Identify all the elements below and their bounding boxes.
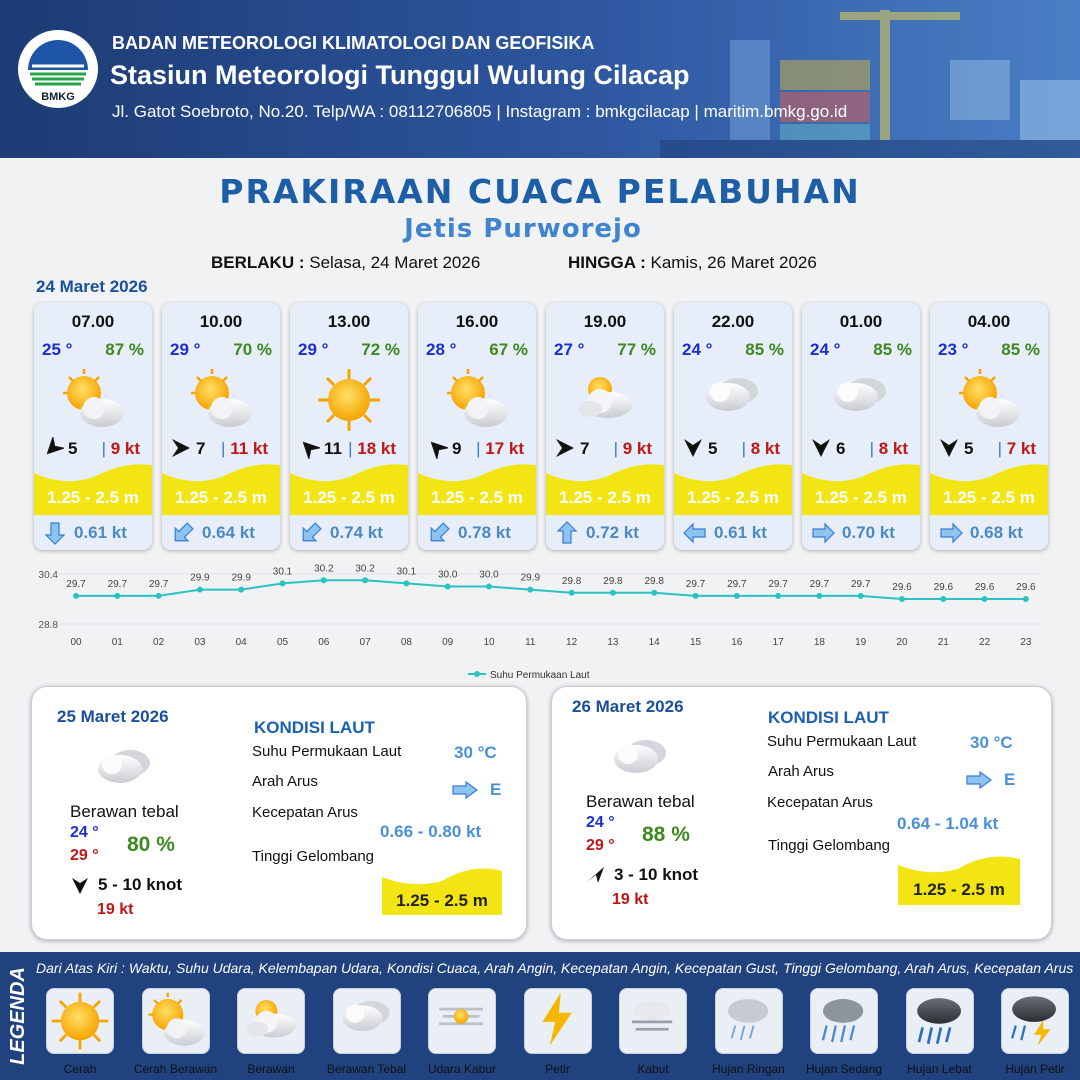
wind-gust: | 11 kt — [221, 439, 268, 458]
forecast-card — [930, 303, 1048, 550]
current-speed: 0.61 kt — [714, 523, 767, 542]
chart-point — [238, 587, 244, 593]
forecast-time: 16.00 — [455, 312, 499, 331]
wind-direction-icon — [810, 437, 832, 459]
day1-date: 24 Maret 2026 — [36, 277, 148, 296]
panel-temp-max: 29 ° — [70, 847, 99, 864]
legend-label: Berawan — [247, 1062, 295, 1076]
legend-label: Hujan Lebat — [907, 1062, 972, 1076]
current-speed-label: Kecepatan Arus — [252, 804, 358, 821]
forecast-wind — [168, 437, 274, 463]
chart-x-tick: 18 — [813, 637, 825, 648]
current-east-arrow-icon — [966, 771, 992, 789]
wave-height: 1.25 - 2.5 m — [303, 488, 395, 507]
chart-x-tick: 09 — [442, 637, 454, 648]
wave-height: 1.25 - 2.5 m — [175, 488, 267, 507]
legend-item — [237, 988, 305, 1054]
forecast-temperature: 27 ° — [554, 340, 585, 359]
chart-point — [899, 596, 905, 602]
chart-data-label: 29.7 — [727, 578, 747, 590]
chart-point — [362, 577, 368, 583]
current-speed: 0.68 kt — [970, 523, 1023, 542]
udara-kabur-icon — [429, 989, 495, 1053]
current-direction-icon — [170, 520, 196, 546]
chart-data-label: 29.8 — [603, 575, 623, 587]
panel-humidity: 88 % — [642, 823, 690, 846]
cerah-berawan-icon — [58, 365, 128, 435]
chart-point — [734, 593, 740, 599]
wave-height: 1.25 - 2.5 m — [943, 488, 1035, 507]
forecast-card — [34, 303, 152, 550]
forecast-card — [290, 303, 408, 550]
chart-data-label: 29.9 — [231, 572, 251, 584]
wind-speed: 7 — [196, 439, 206, 458]
chart-x-tick: 06 — [318, 637, 330, 648]
legend-label: Hujan Sedang — [805, 1062, 883, 1076]
wind-direction-icon — [938, 437, 960, 459]
wave-height: 1.25 - 2.5 m — [559, 488, 651, 507]
chart-x-tick: 00 — [70, 637, 82, 648]
forecast-time: 04.00 — [967, 312, 1011, 331]
current-speed: 0.78 kt — [458, 523, 511, 542]
chart-x-tick: 03 — [194, 637, 206, 648]
wind-direction-icon — [42, 437, 64, 459]
forecast-current — [674, 517, 792, 547]
wave-value: 1.25 - 2.5 m — [913, 880, 1005, 899]
forecast-wind — [296, 437, 402, 463]
wind-gust: | 8 kt — [741, 439, 780, 458]
chart-x-tick: 12 — [566, 637, 578, 648]
chart-x-tick: 17 — [772, 637, 784, 648]
chart-x-tick: 07 — [359, 637, 371, 648]
panel-date: 25 Maret 2026 — [57, 707, 169, 726]
chart-x-tick: 01 — [111, 637, 123, 648]
forecast-wind — [424, 437, 530, 463]
panel-temp-min: 24 ° — [586, 814, 615, 831]
chart-x-tick: 14 — [648, 637, 660, 648]
forecast-temperature: 25 ° — [42, 340, 73, 359]
wind-gust: | 9 kt — [613, 439, 652, 458]
current-direction-icon — [426, 520, 452, 546]
chart-data-label: 29.7 — [107, 578, 128, 590]
legend-item — [619, 988, 687, 1054]
current-direction-icon — [554, 520, 580, 546]
chart-data-label: 30.1 — [396, 566, 417, 578]
berawan-tebal-icon — [90, 737, 156, 785]
chart-point — [569, 590, 575, 596]
station-name: Stasiun Meteorologi Tunggul Wulung Cilacap — [110, 60, 690, 90]
forecast-card — [418, 303, 536, 550]
sea-condition-title: KONDISI LAUT — [768, 708, 889, 727]
forecast-current — [802, 517, 920, 547]
panel-gust: 19 kt — [97, 901, 134, 918]
forecast-humidity: 72 % — [361, 340, 400, 359]
chart-point — [486, 584, 492, 590]
panel-date: 26 Maret 2026 — [572, 697, 684, 716]
chart-x-tick: 22 — [979, 637, 991, 648]
header-banner — [0, 0, 1080, 158]
hujan-petir-icon — [1002, 989, 1068, 1053]
forecast-temperature: 24 ° — [810, 340, 841, 359]
current-speed-label: Kecepatan Arus — [767, 794, 873, 811]
wind-direction-icon — [554, 437, 576, 459]
chart-data-label: 29.6 — [974, 582, 995, 593]
cerah-berawan-icon — [143, 989, 209, 1053]
chart-data-label: 29.9 — [520, 572, 541, 584]
current-east-arrow-icon — [452, 781, 478, 799]
panel-wind: 5 - 10 knot — [98, 875, 183, 894]
forecast-time: 01.00 — [839, 312, 883, 331]
legend-item — [333, 988, 401, 1054]
location-subtitle: Jetis Purworejo — [404, 214, 642, 244]
chart-data-label: 29.6 — [1016, 582, 1036, 593]
chart-x-tick: 19 — [855, 637, 867, 648]
chart-data-label: 29.9 — [190, 572, 210, 584]
forecast-wind — [808, 437, 914, 463]
legend-item — [715, 988, 783, 1054]
chart-point — [982, 596, 988, 602]
forecast-humidity: 85 % — [873, 340, 912, 359]
chart-point — [651, 590, 657, 596]
panel-temp-min: 24 ° — [70, 824, 99, 841]
chart-data-label: 30.0 — [437, 569, 458, 581]
wave-height: 1.25 - 2.5 m — [47, 488, 139, 507]
forecast-temperature: 28 ° — [426, 340, 457, 359]
forecast-panel-day2 — [31, 686, 527, 940]
sst-value: 30 °C — [454, 743, 497, 762]
forecast-time: 22.00 — [711, 312, 755, 331]
chart-x-tick: 23 — [1020, 637, 1032, 648]
panel-condition: Berawan tebal — [586, 792, 695, 811]
chart-x-tick: 20 — [896, 637, 908, 648]
wind-speed: 7 — [580, 439, 590, 458]
current-speed: 0.74 kt — [330, 523, 383, 542]
wind-direction-icon — [170, 437, 192, 459]
port-illustration-icon — [660, 0, 1080, 158]
chart-data-label: 29.8 — [561, 575, 582, 587]
forecast-card — [674, 303, 792, 550]
chart-point — [1023, 596, 1029, 602]
hujan-sedang-icon — [811, 989, 877, 1053]
chart-data-label: 29.7 — [850, 578, 871, 590]
sst-value: 30 °C — [970, 733, 1013, 752]
forecast-current — [418, 517, 536, 547]
chart-x-tick: 21 — [937, 637, 949, 648]
forecast-humidity: 70 % — [233, 340, 272, 359]
chart-data-label: 29.8 — [644, 575, 664, 587]
legend-item — [524, 988, 592, 1054]
chart-data-label: 29.7 — [66, 578, 86, 590]
sst-label: Suhu Permukaan Laut — [767, 733, 917, 750]
wind-speed: 6 — [836, 439, 846, 458]
cerah-berawan-icon — [442, 365, 512, 435]
forecast-temperature: 29 ° — [170, 340, 201, 359]
wind-gust: | 8 kt — [869, 439, 908, 458]
berawan-icon — [570, 365, 640, 435]
chart-point — [858, 593, 864, 599]
legend-label: Petir — [545, 1062, 570, 1076]
chart-data-label: 29.7 — [768, 578, 788, 590]
petir-icon — [525, 989, 591, 1053]
chart-point — [445, 584, 451, 590]
wind-speed: 5 — [964, 439, 974, 458]
panel-gust: 19 kt — [612, 891, 649, 908]
wind-gust: | 9 kt — [101, 439, 140, 458]
berawan-tebal-icon — [698, 365, 768, 435]
chart-x-tick: 15 — [689, 637, 702, 648]
chart-point — [816, 593, 822, 599]
current-speed: 0.70 kt — [842, 523, 895, 542]
chart-legend-label: Suhu Permukaan Laut — [490, 670, 590, 681]
forecast-temperature: 29 ° — [298, 340, 329, 359]
sea-temperature-chart — [30, 562, 1060, 687]
sea-condition-title: KONDISI LAUT — [254, 718, 375, 737]
legend-label: Cerah — [63, 1062, 97, 1076]
chart-y-tick: 28.8 — [38, 620, 58, 631]
chart-data-label: 29.7 — [809, 578, 830, 590]
sst-label: Suhu Permukaan Laut — [252, 743, 402, 760]
forecast-wind — [552, 437, 658, 463]
kabut-icon — [620, 989, 686, 1053]
wave-height: 1.25 - 2.5 m — [815, 488, 907, 507]
forecast-card — [162, 303, 280, 550]
forecast-humidity: 87 % — [105, 340, 144, 359]
legend-label: Hujan Ringan — [712, 1062, 785, 1076]
chart-point — [693, 593, 699, 599]
legend-item — [810, 988, 878, 1054]
current-dir-value: E — [490, 780, 502, 799]
wind-direction-icon — [682, 437, 704, 459]
wind-gust: | 18 kt — [348, 439, 396, 458]
forecast-current — [162, 517, 280, 547]
forecast-current — [34, 517, 152, 547]
chart-x-tick: 08 — [400, 637, 412, 648]
legend-title — [0, 952, 34, 1080]
panel-humidity: 80 % — [127, 833, 175, 856]
wind-direction-icon — [70, 875, 90, 895]
chart-x-tick: 10 — [483, 637, 495, 648]
wave-label: Tinggi Gelombang — [252, 848, 375, 865]
page-title: PRAKIRAAN CUACA PELABUHAN — [219, 172, 861, 211]
current-speed-value: 0.64 - 1.04 kt — [897, 814, 999, 833]
chart-x-tick: 16 — [731, 637, 743, 648]
current-speed: 0.72 kt — [586, 523, 639, 542]
forecast-current — [546, 517, 664, 547]
bmkg-logo — [18, 30, 98, 108]
forecast-humidity: 85 % — [1001, 340, 1040, 359]
chart-data-label: 30.0 — [479, 569, 499, 581]
svg-text:LEGENDA: LEGENDA — [7, 967, 29, 1065]
panel-condition: Berawan tebal — [70, 802, 179, 821]
forecast-temperature: 23 ° — [938, 340, 969, 359]
wind-gust: | 17 kt — [476, 439, 524, 458]
wind-direction-icon — [426, 437, 448, 459]
legend-caption: Dari Atas Kiri : Waktu, Suhu Udara, Kelembapan Udara, Kondisi Cuaca, Arah Angin, Kecepatan Angin, Kecepatan Gust, Tinggi Gelombang, Arah Arus, Kecepatan Arus — [36, 960, 1074, 976]
chart-point — [403, 580, 409, 586]
current-direction-icon — [298, 520, 324, 546]
chart-x-tick: 02 — [153, 637, 165, 648]
legend-item — [428, 988, 496, 1054]
hujan-ringan-icon — [716, 989, 782, 1053]
forecast-panel-day3 — [551, 686, 1052, 940]
legend-label: Udara Kabur — [427, 1062, 497, 1076]
forecast-humidity: 67 % — [489, 340, 528, 359]
svg-text:BMKG: BMKG — [41, 91, 75, 103]
organization-name: BADAN METEOROLOGI KLIMATOLOGI DAN GEOFISIKA — [112, 33, 595, 53]
legend-item — [46, 988, 114, 1054]
legend-label: Berawan Tebal — [326, 1062, 407, 1076]
current-direction-icon — [810, 520, 836, 546]
panel-temp-max: 29 ° — [586, 837, 615, 854]
chart-data-label: 29.6 — [933, 582, 954, 593]
wind-speed: 11 — [324, 439, 342, 458]
wind-direction-icon — [298, 437, 320, 459]
panel-wind: 3 - 10 knot — [614, 865, 699, 884]
forecast-time: 10.00 — [199, 312, 243, 331]
chart-point — [280, 580, 286, 586]
cerah-icon — [314, 365, 384, 435]
berawan-tebal-icon — [826, 365, 896, 435]
chart-x-tick: 13 — [607, 637, 619, 648]
chart-x-tick: 11 — [525, 637, 536, 648]
chart-point — [610, 590, 616, 596]
chart-legend-marker — [474, 671, 480, 677]
forecast-card — [546, 303, 664, 550]
valid-until: HINGGA : Kamis, 26 Maret 2026 — [568, 253, 817, 272]
wind-gust: | 7 kt — [997, 439, 1036, 458]
chart-point — [197, 587, 203, 593]
current-dir-label: Arah Arus — [252, 773, 318, 790]
forecast-time: 13.00 — [327, 312, 371, 331]
chart-point — [527, 587, 533, 593]
wind-speed: 5 — [68, 439, 78, 458]
legend-item — [906, 988, 974, 1054]
chart-point — [73, 593, 79, 599]
chart-series-line — [76, 580, 1026, 599]
chart-data-label: 30.1 — [272, 566, 293, 578]
legend-item — [1001, 988, 1069, 1054]
forecast-wind — [40, 437, 146, 463]
forecast-current — [930, 517, 1048, 547]
current-direction-icon — [938, 520, 964, 546]
chart-data-label: 30.2 — [355, 563, 375, 575]
forecast-card — [802, 303, 920, 550]
legend-item — [142, 988, 210, 1054]
current-direction-icon — [682, 520, 708, 546]
current-speed-value: 0.66 - 0.80 kt — [380, 822, 482, 841]
wave-value: 1.25 - 2.5 m — [396, 891, 488, 910]
berawan-tebal-icon — [606, 727, 672, 775]
legend-label: Cerah Berawan — [133, 1062, 218, 1076]
forecast-wind — [680, 437, 786, 463]
forecast-temperature: 24 ° — [682, 340, 713, 359]
chart-point — [321, 577, 327, 583]
chart-data-label: 30.2 — [314, 563, 334, 575]
current-direction-icon — [42, 520, 68, 546]
legend-label: Kabut — [637, 1062, 669, 1076]
chart-point — [114, 593, 120, 599]
chart-y-tick: 30.4 — [38, 570, 58, 581]
chart-point — [775, 593, 781, 599]
cerah-berawan-icon — [186, 365, 256, 435]
current-speed: 0.61 kt — [74, 523, 127, 542]
chart-point — [156, 593, 162, 599]
forecast-time: 07.00 — [71, 312, 115, 331]
forecast-humidity: 77 % — [617, 340, 656, 359]
wave-height: 1.25 - 2.5 m — [687, 488, 779, 507]
wave-height: 1.25 - 2.5 m — [431, 488, 523, 507]
wind-direction-icon — [586, 865, 606, 885]
wind-speed: 5 — [708, 439, 718, 458]
chart-x-tick: 05 — [276, 637, 289, 648]
forecast-current — [290, 517, 408, 547]
valid-from: BERLAKU : Selasa, 24 Maret 2026 — [211, 253, 481, 272]
chart-data-label: 29.6 — [892, 582, 912, 593]
berawan-tebal-icon — [334, 989, 400, 1053]
chart-data-label: 29.7 — [685, 578, 706, 590]
chart-point — [940, 596, 946, 602]
berawan-icon — [238, 989, 304, 1053]
current-dir-label: Arah Arus — [768, 763, 834, 780]
station-address: Jl. Gatot Soebroto, No.20. Telp/WA : 08112706805 | Instagram : bmkgcilacap | maritim.bmkg.go.id — [112, 102, 848, 121]
cerah-icon — [47, 989, 113, 1053]
forecast-time: 19.00 — [583, 312, 627, 331]
chart-data-label: 29.7 — [148, 578, 169, 590]
wave-label: Tinggi Gelombang — [768, 837, 891, 854]
hujan-lebat-icon — [907, 989, 973, 1053]
current-speed: 0.64 kt — [202, 523, 255, 542]
chart-x-tick: 04 — [235, 637, 247, 648]
forecast-wind — [936, 437, 1042, 463]
current-dir-value: E — [1004, 770, 1016, 789]
legend-label: Hujan Petir — [1005, 1062, 1065, 1076]
forecast-humidity: 85 % — [745, 340, 784, 359]
wind-speed: 9 — [452, 439, 462, 458]
legend — [0, 952, 1080, 1080]
cerah-berawan-icon — [954, 365, 1024, 435]
